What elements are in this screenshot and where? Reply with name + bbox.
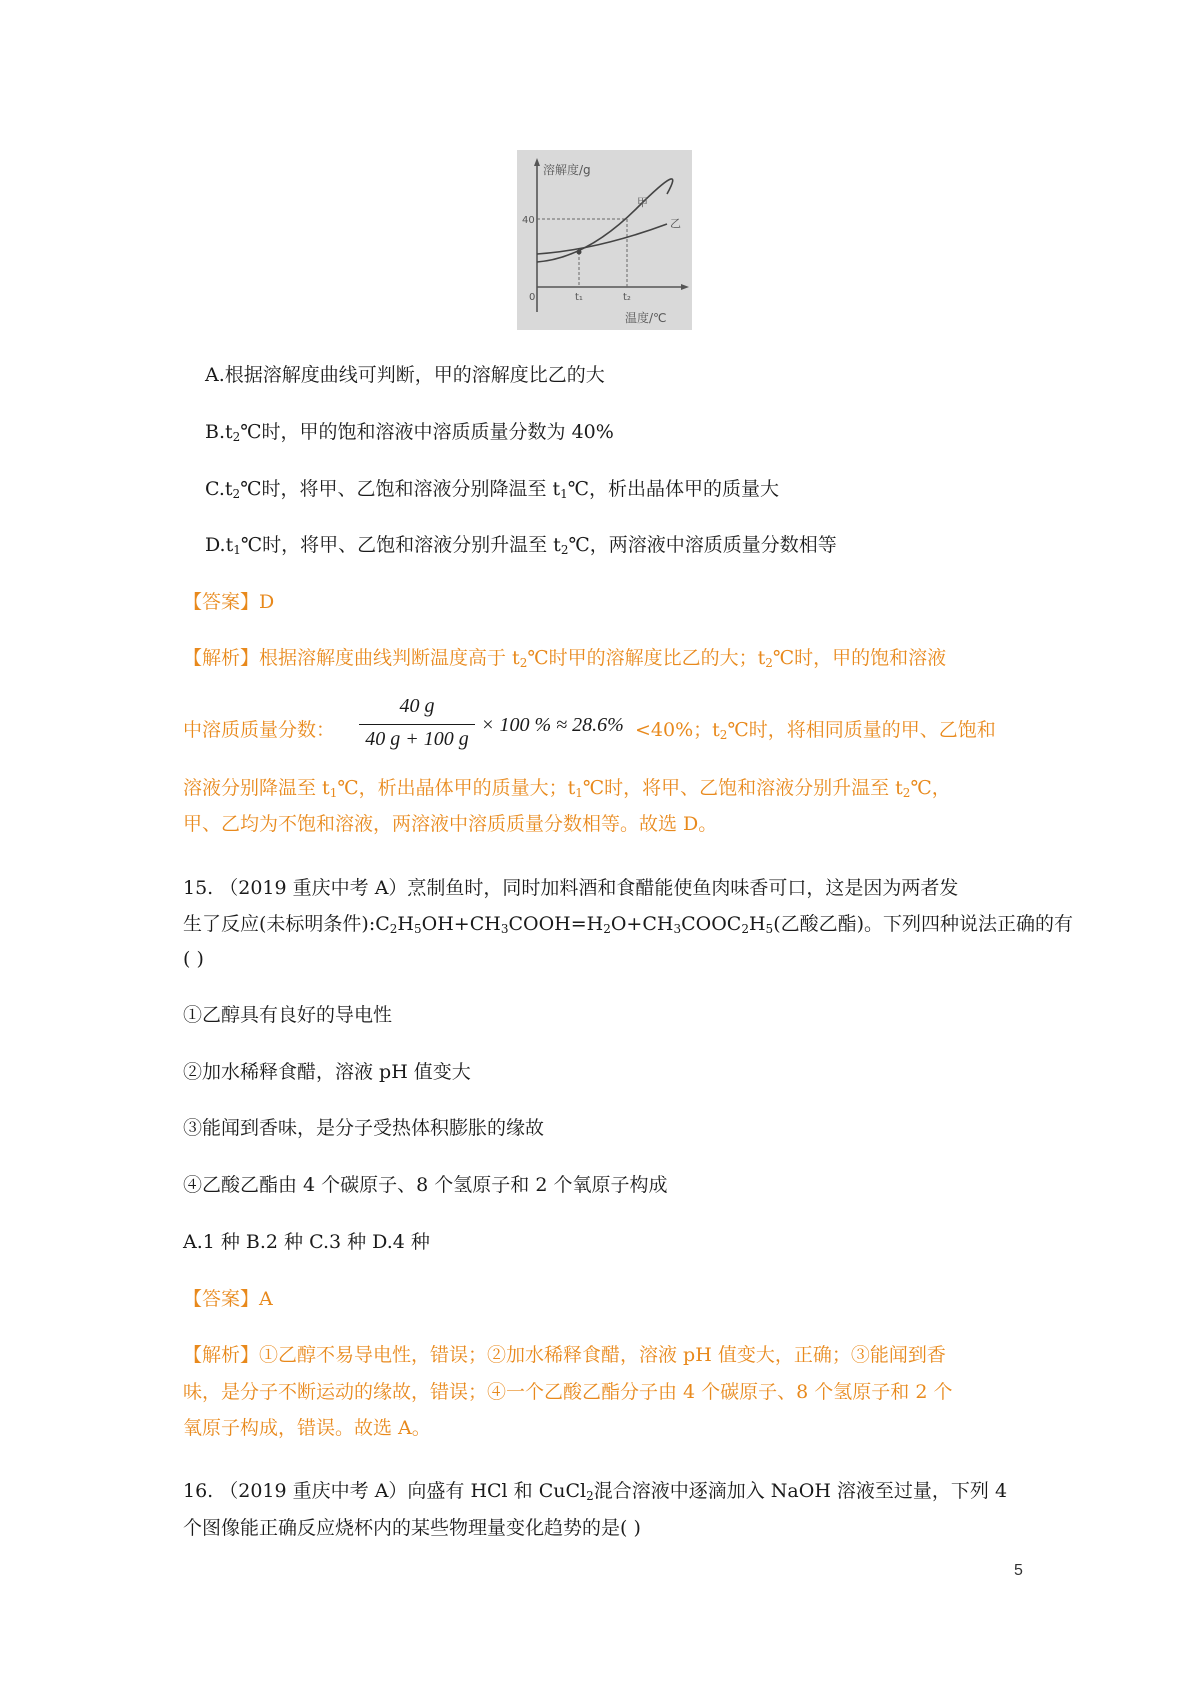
figure-background (517, 150, 692, 330)
q15-choices: A.1 种 B.2 种 C.3 种 D.4 种 (183, 1231, 430, 1253)
fraction-denominator: 40 g + 100 g (365, 728, 469, 750)
intersection-point (577, 250, 582, 255)
fraction-bar (359, 724, 475, 725)
analysis-line2-tail: <40%；$t_2℃$时，将相同质量的甲、乙饱和 (635, 719, 996, 742)
q15-analysis-line2: 味，是分子不断运动的缘故，错误；④一个乙酸乙酯分子由 4 个碳原子、8 个氢原子和 2 个 (183, 1381, 953, 1403)
q14-analysis-line3: 溶液分别降温至 $t_1℃$，析出晶体甲的质量大；$t_1℃$时，将甲、乙饱和溶液分别升温至 $t_2℃$， (183, 777, 951, 800)
fraction-expression: × 100 % ≈ 28.6% (481, 714, 624, 736)
q14-option-a: A.根据溶解度曲线可判断，甲的溶解度比乙的大 (205, 364, 605, 386)
x-axis-label: 温度/℃ (625, 311, 667, 325)
q15-stem-line2: 生了反应(未标明条件)$:C_2H_5OH+CH_3COOH=H_2O+CH_3COOC_2H_5$(乙酸乙酯)。下列四种说法正确的有 (183, 913, 1074, 936)
q15-bracket: ( ) (183, 948, 204, 970)
y-axis-label: 溶解度/g (543, 163, 591, 177)
q15-item-2: ②加水稀释食醋，溶液 pH 值变大 (183, 1061, 471, 1083)
q15-item-1: ①乙醇具有良好的导电性 (183, 1004, 393, 1026)
q14-analysis-line4: 甲、乙均为不饱和溶液，两溶液中溶质质量分数相等。故选 D。 (183, 813, 718, 835)
q15-item-3: ③能闻到香味，是分子受热体积膨胀的缘故 (183, 1117, 545, 1139)
q15-analysis-line1: 【解析】①乙醇不易导电性，错误；②加水稀释食醋，溶液 pH 值变大，正确；③能闻到香 (183, 1344, 946, 1366)
fraction-numerator: 40 g (399, 695, 435, 717)
q14-answer: 【答案】D (183, 591, 275, 613)
origin-label: 0 (529, 292, 536, 303)
analysis-line2-lead: 中溶质质量分数： (183, 719, 336, 741)
q14-option-d: $D.t_1℃$时，将甲、乙饱和溶液分别升温至 $t_2℃$，两溶液中溶质质量分数相等 (205, 534, 837, 557)
q16-stem-line1: 16. （2019 重庆中考 A）向盛有 HCl 和 CuCl$_2$混合溶液中逐滴加入 NaOH 溶液至过量，下列 4 (183, 1480, 1008, 1503)
q14-option-c: $C.t_2℃$时，将甲、乙饱和溶液分别降温至 $t_1℃$，析出晶体甲的质量大 (205, 478, 780, 501)
q14-analysis-line1: 【解析】根据溶解度曲线判断温度高于 $t_2℃$时甲的溶解度比乙的大；$t_2℃$时，甲的饱和溶液 (183, 647, 947, 670)
t2-label: t₂ (623, 292, 631, 303)
t1-label: t₁ (575, 292, 583, 303)
label-yi: 乙 (670, 217, 681, 230)
label-jia: 甲 (637, 196, 648, 209)
y-tick-40: 40 (522, 215, 535, 226)
q15-analysis-line3: 氧原子构成，错误。故选 A。 (183, 1417, 431, 1439)
q15-stem-line1: 15. （2019 重庆中考 A）烹制鱼时，同时加料酒和食醋能使鱼肉味香可口，这是因为两者发 (183, 877, 959, 899)
page-number: 5 (1014, 1562, 1023, 1579)
q15-item-4: ④乙酸乙酯由 4 个碳原子、8 个氢原子和 2 个氧原子构成 (183, 1174, 668, 1196)
q16-stem-line2: 个图像能正确反应烧杯内的某些物理量变化趋势的是( ) (183, 1517, 641, 1539)
q14-option-b: $B.t_2℃$时，甲的饱和溶液中溶质质量分数为 40% (205, 421, 614, 444)
solubility-curve-figure (517, 150, 692, 330)
q15-answer: 【答案】A (183, 1288, 273, 1310)
